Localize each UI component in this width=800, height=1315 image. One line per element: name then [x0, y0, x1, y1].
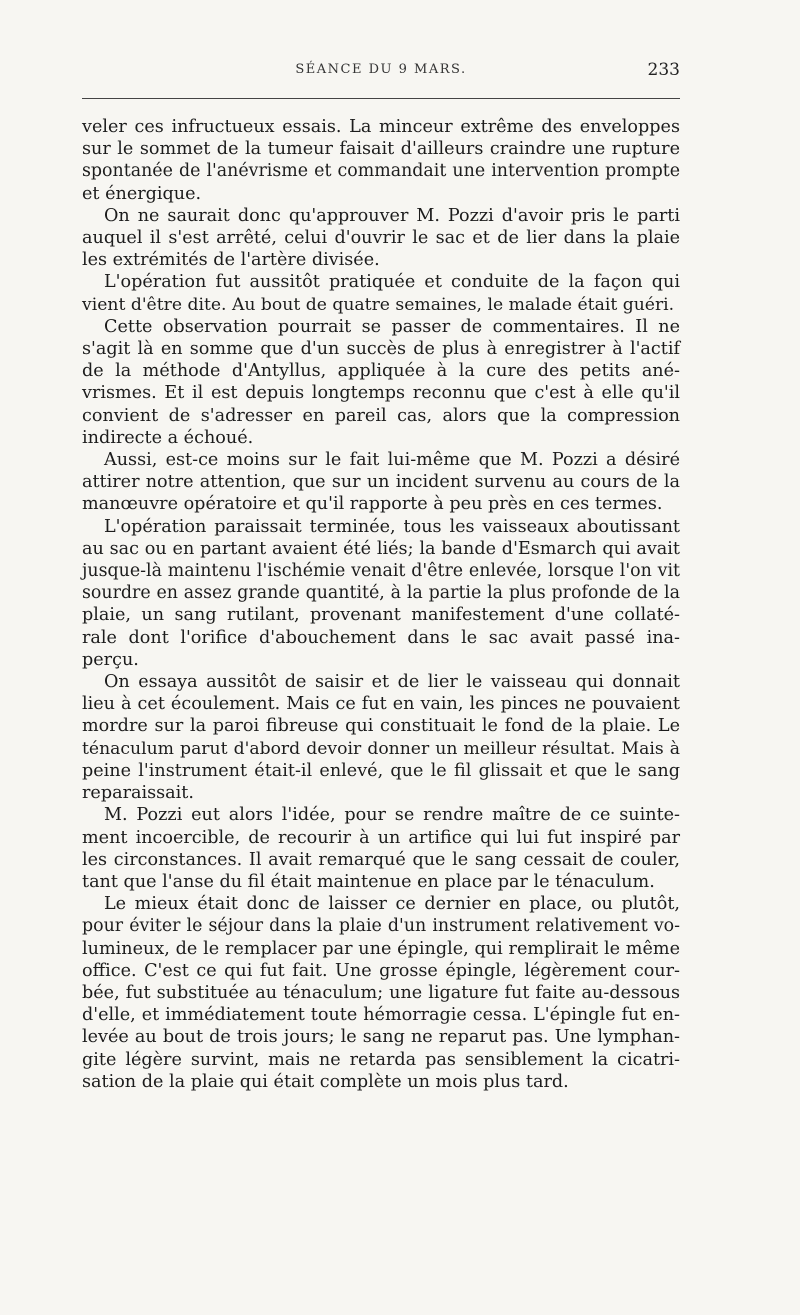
- text-line: sation de la plaie qui était complète un mois plus tard.: [82, 1071, 569, 1092]
- text-line: plaie, un sang rutilant, provenant manifestement d'une collaté-: [82, 605, 680, 626]
- text-line: vrismes. Et il est depuis longtemps reconnu que c'est à elle qu'il: [82, 383, 680, 404]
- text-line: Le mieux était donc de laisser ce dernier en place, ou plutôt,: [104, 894, 680, 915]
- text-line: tant que l'anse du fil était maintenue en place par le ténaculum.: [82, 871, 655, 892]
- text-line: L'opération paraissait terminée, tous les vaisseaux aboutissant: [104, 516, 680, 537]
- text-line: et énergique.: [82, 183, 202, 204]
- text-line: manœuvre opératoire et qu'il rapporte à peu près en ces termes.: [82, 494, 663, 515]
- text-line: ment incoercible, de recourir à un artifice qui lui fut inspiré par: [82, 827, 680, 848]
- body-text: [82, 116, 680, 1093]
- text-line: rale dont l'orifice d'abouchement dans le sac avait passé ina-: [82, 627, 680, 648]
- text-line: bée, fut substituée au ténaculum; une ligature fut faite au-dessous: [82, 982, 680, 1003]
- text-line: On ne saurait donc qu'approuver M. Pozzi d'avoir pris le parti: [104, 205, 680, 226]
- text-line: mordre sur la paroi fibreuse qui constituait le fond de la plaie. Le: [82, 716, 680, 737]
- text-line: s'agit là en somme que d'un succès de plus à enregistrer à l'actif: [82, 339, 680, 360]
- page-number: 233: [647, 60, 680, 80]
- text-line: Cette observation pourrait se passer de commentaires. Il ne: [104, 316, 680, 337]
- text-line: veler ces infructueux essais. La minceur extrême des enveloppes: [82, 117, 680, 137]
- text-line: attirer notre attention, que sur un incident survenu au cours de la: [82, 472, 680, 493]
- text-line: convient de s'adresser en pareil cas, alors que la compression: [82, 405, 680, 426]
- text-line: sur le sommet de la tumeur faisait d'ailleurs craindre une rupture: [82, 139, 680, 160]
- text-line: pour éviter le séjour dans la plaie d'un instrument relativement vo-: [82, 916, 680, 937]
- text-line: peine l'instrument était-il enlevé, que le fil glissait et que le sang: [82, 760, 680, 781]
- text-line: au sac ou en partant avaient été liés; la bande d'Esmarch qui avait: [82, 538, 680, 559]
- text-line: M. Pozzi eut alors l'idée, pour se rendre maître de ce suinte-: [104, 805, 680, 826]
- text-line: lieu à cet écoulement. Mais ce fut en vain, les pinces ne pouvaient: [82, 694, 680, 715]
- text-line: office. C'est ce qui fut fait. Une grosse épingle, légèrement cour-: [82, 960, 680, 981]
- text-line: auquel il s'est arrêté, celui d'ouvrir le sac et de lier dans la plaie: [82, 228, 680, 249]
- text-line: de la méthode d'Antyllus, appliquée à la cure des petits ané-: [82, 361, 680, 382]
- text-line: gite légère survint, mais ne retarda pas sensiblement la cicatri-: [82, 1049, 680, 1070]
- text-line: ténaculum parut d'abord devoir donner un meilleur résultat. Mais à: [82, 738, 680, 759]
- text-line: indirecte a échoué.: [82, 427, 254, 448]
- text-line: spontanée de l'anévrisme et commandait une intervention prompte: [82, 161, 680, 182]
- text-line: perçu.: [82, 649, 139, 670]
- text-line: sourdre en assez grande quantité, à la partie la plus profonde de la: [82, 583, 680, 604]
- text-line: L'opération fut aussitôt pratiquée et conduite de la façon qui: [104, 272, 680, 293]
- text-line: lumineux, de le remplacer par une épingle, qui remplirait le même: [82, 938, 680, 959]
- text-line: d'elle, et immédiatement toute hémorragie cessa. L'épingle fut en-: [82, 1005, 680, 1026]
- text-line: Aussi, est-ce moins sur le fait lui-même que M. Pozzi a désiré: [104, 450, 680, 471]
- header-rule: [82, 98, 680, 99]
- text-line: jusque-là maintenu l'ischémie venait d'être enlevée, lorsque l'on vit: [82, 561, 680, 582]
- text-line: vient d'être dite. Au bout de quatre semaines, le malade était guéri.: [82, 294, 675, 315]
- text-line: reparaissait.: [82, 783, 194, 804]
- text-line: levée au bout de trois jours; le sang ne reparut pas. Une lymphan-: [82, 1027, 680, 1048]
- running-head: SÉANCE DU 9 MARS.: [295, 62, 467, 77]
- page-header: [82, 62, 680, 90]
- text-line: On essaya aussitôt de saisir et de lier le vaisseau qui donnait: [104, 672, 680, 693]
- text-line: les circonstances. Il avait remarqué que le sang cessait de couler,: [82, 849, 680, 870]
- text-line: les extrémités de l'artère divisée.: [82, 250, 380, 271]
